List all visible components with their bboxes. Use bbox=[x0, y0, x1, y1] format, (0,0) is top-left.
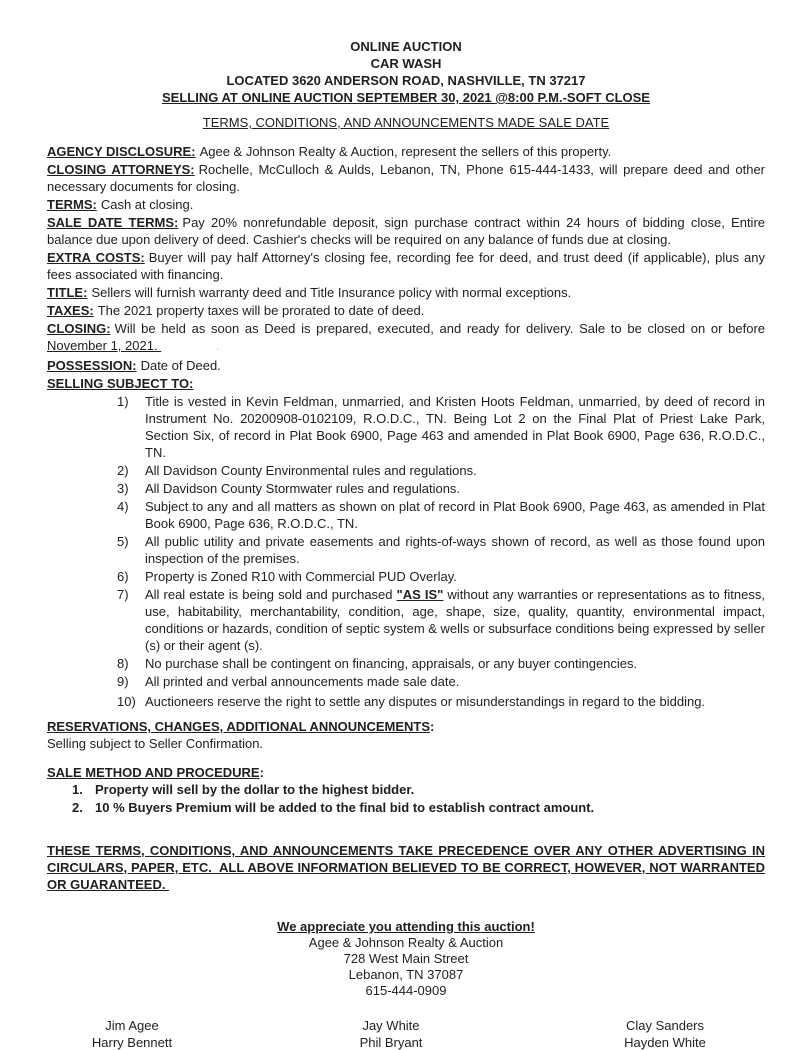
terms-label: TERMS: bbox=[47, 197, 97, 212]
closing-date-underlined: November 1, 2021. bbox=[47, 338, 162, 353]
possession-text: Date of Deed. bbox=[140, 358, 221, 373]
item-number: 10) bbox=[117, 694, 136, 709]
item-number: 6) bbox=[117, 569, 129, 584]
item-number: 8) bbox=[117, 656, 129, 671]
item-text-pre: All real estate is being sold and purchased bbox=[145, 587, 397, 602]
taxes-text: The 2021 property taxes will be prorated to date of deed. bbox=[97, 303, 425, 318]
agent-name: Phil Bryant bbox=[359, 1035, 423, 1050]
item-number: 2. bbox=[72, 800, 83, 815]
sale-method-heading bbox=[47, 764, 765, 781]
footer-company: Agee & Johnson Realty & Auction bbox=[308, 935, 504, 950]
closing-attorneys-label: CLOSING ATTORNEYS: bbox=[47, 162, 195, 177]
header-line-auction: ONLINE AUCTION bbox=[350, 39, 462, 54]
item-text: No purchase shall be contingent on financing, appraisals, or any buyer contingencies. bbox=[145, 656, 638, 671]
footer-company-block bbox=[47, 919, 765, 999]
footer-thanks: We appreciate you attending this auction! bbox=[277, 919, 535, 934]
footer-street: 728 West Main Street bbox=[343, 951, 469, 966]
possession-label: POSSESSION: bbox=[47, 358, 137, 373]
scan-artifact-dot: . bbox=[216, 341, 220, 353]
agent-column-center bbox=[291, 1017, 491, 1050]
terms-text: Cash at closing. bbox=[100, 197, 194, 212]
agent-name: Hayden White bbox=[624, 1035, 706, 1050]
section-terms bbox=[47, 196, 765, 213]
section-title bbox=[47, 284, 765, 301]
section-extra-costs bbox=[47, 249, 765, 283]
sale-date-terms-text: Pay 20% nonrefundable deposit, sign purchase contract within 24 hours of bidding close, Entire balance due upon delivery of deed. Cashier's checks will be required on any balance of funds due at closing. bbox=[47, 215, 765, 247]
footer-phone: 615-444-0909 bbox=[365, 983, 447, 998]
footer-city: Lebanon, TN 37087 bbox=[348, 967, 464, 982]
item-text: All public utility and private easements and rights-of-ways shown of record, as well as those found upon inspection of the premises. bbox=[145, 534, 765, 566]
item-number: 1. bbox=[72, 782, 83, 797]
section-possession bbox=[47, 357, 765, 374]
header-line-sale-date: SELLING AT ONLINE AUCTION SEPTEMBER 30, 2021 @8:00 P.M.-SOFT CLOSE bbox=[162, 90, 650, 105]
selling-subject-to-list bbox=[47, 393, 765, 710]
subject-item-3 bbox=[47, 480, 765, 497]
header-line-property: CAR WASH bbox=[370, 56, 442, 71]
extra-costs-text: Buyer will pay half Attorney's closing fee, recording fee for deed, and trust deed (if applicable), plus any fees associated with financing. bbox=[47, 250, 765, 282]
header-subtitle: TERMS, CONDITIONS, AND ANNOUNCEMENTS MADE SALE DATE bbox=[202, 115, 610, 130]
sale-method-list bbox=[47, 781, 765, 816]
sale-method-colon: : bbox=[259, 765, 264, 780]
subject-item-7 bbox=[47, 586, 765, 654]
subject-item-4 bbox=[47, 498, 765, 532]
item-text: All Davidson County Stormwater rules and regulations. bbox=[145, 481, 461, 496]
item-number: 3) bbox=[117, 481, 129, 496]
selling-subject-to-heading bbox=[47, 375, 765, 392]
item-text: Property will sell by the dollar to the highest bidder. bbox=[95, 782, 415, 797]
title-label: TITLE: bbox=[47, 285, 88, 300]
sale-date-terms-label: SALE DATE TERMS: bbox=[47, 215, 179, 230]
selling-subject-to-label: SELLING SUBJECT TO: bbox=[47, 376, 194, 391]
sale-method-label: SALE METHOD AND PROCEDURE bbox=[47, 765, 260, 780]
section-sale-date-terms bbox=[47, 214, 765, 248]
closing-attorneys-text: Rochelle, McCulloch & Aulds, Lebanon, TN, Phone 615-444-1433, will prepare deed and other necessary documents for closing. bbox=[47, 162, 766, 194]
precedence-disclaimer: THESE TERMS, CONDITIONS, AND ANNOUNCEMENTS TAKE PRECEDENCE OVER ANY OTHER ADVERTISING IN CIRCULARS, PAPER, ETC. ALL ABOVE INFORMATION BELIEVED TO BE CORRECT, HOWEVER, NOT WARRANTED OR GUARANTEED. bbox=[47, 843, 765, 892]
sale-method-item-2 bbox=[47, 799, 765, 816]
agent-name: Jim Agee bbox=[105, 1018, 159, 1033]
item-number: 4) bbox=[117, 499, 129, 514]
sale-method-block bbox=[47, 764, 765, 816]
reservations-text: Selling subject to Seller Confirmation. bbox=[47, 736, 264, 751]
item-number: 5) bbox=[117, 534, 129, 549]
sale-method-item-1 bbox=[47, 781, 765, 798]
item-text: Property is Zoned R10 with Commercial PUD Overlay. bbox=[145, 569, 457, 584]
subject-item-2 bbox=[47, 462, 765, 479]
taxes-label: TAXES: bbox=[47, 303, 94, 318]
item-text: All Davidson County Environmental rules and regulations. bbox=[145, 463, 477, 478]
item-text: Subject to any and all matters as shown on plat of record in Plat Book 6900, Page 463, as amended in Plat Book 6900, Page 636, R.O.D.C., TN. bbox=[145, 499, 765, 531]
as-is-emphasis: "AS IS" bbox=[396, 587, 444, 602]
section-agency-disclosure bbox=[47, 143, 765, 160]
subject-item-8 bbox=[47, 655, 765, 672]
agent-name: Jay White bbox=[362, 1018, 420, 1033]
extra-costs-label: EXTRA COSTS: bbox=[47, 250, 145, 265]
reservations-block bbox=[47, 718, 765, 752]
reservations-label: RESERVATIONS, CHANGES, ADDITIONAL ANNOUNCEMENTS bbox=[47, 719, 431, 734]
section-taxes bbox=[47, 302, 765, 319]
closing-text: Will be held as soon as Deed is prepared, executed, and ready for delivery. Sale to be closed on or before bbox=[114, 321, 765, 336]
document-header bbox=[47, 38, 765, 131]
item-text-post: without any warranties or representations as to fitness, use, habitability, merchantability, condition, age, shape, size, quality, quantity, environmental impact, conditions or hazards, condition of septic system & wells or subsurface conditions being expressed by seller (s) or their agent (s). bbox=[145, 587, 765, 653]
item-number: 7) bbox=[117, 587, 129, 602]
item-text bbox=[145, 586, 765, 654]
subject-item-6 bbox=[47, 568, 765, 585]
section-closing bbox=[47, 320, 765, 356]
agency-disclosure-text: Agee & Johnson Realty & Auction, represent the sellers of this property. bbox=[199, 144, 612, 159]
reservations-colon: : bbox=[430, 719, 435, 734]
header-line-address: LOCATED 3620 ANDERSON ROAD, NASHVILLE, TN 37217 bbox=[226, 73, 586, 88]
item-number: 2) bbox=[117, 463, 129, 478]
item-text: 10 % Buyers Premium will be added to the final bid to establish contract amount. bbox=[95, 800, 595, 815]
item-number: 1) bbox=[117, 394, 129, 409]
agent-column-left bbox=[47, 1017, 217, 1050]
subject-item-10 bbox=[47, 693, 765, 710]
agent-names-row bbox=[47, 1017, 765, 1050]
subject-item-9 bbox=[47, 673, 765, 690]
agent-name: Clay Sanders bbox=[625, 1018, 705, 1033]
agency-disclosure-label: AGENCY DISCLOSURE: bbox=[47, 144, 196, 159]
closing-label: CLOSING: bbox=[47, 321, 111, 336]
subject-item-1 bbox=[47, 393, 765, 461]
section-closing-attorneys bbox=[47, 161, 765, 195]
item-text: Auctioneers reserve the right to settle any disputes or misunderstandings in regard to the bidding. bbox=[145, 694, 706, 709]
subject-item-5 bbox=[47, 533, 765, 567]
reservations-heading bbox=[47, 718, 765, 735]
item-text: Title is vested in Kevin Feldman, unmarried, and Kristen Hoots Feldman, unmarried, by deed of record in Instrument No. 20200908-0102109, R.O.D.C., TN. Being Lot 2 on the Final Plat of Priest Lake Park, Section Six, of record in Plat Book 6900, Page 463 and amended in Plat Book 6900, Page 636, R.O.D.C., TN. bbox=[145, 394, 765, 460]
title-text: Sellers will furnish warranty deed and Title Insurance policy with normal exceptions. bbox=[91, 285, 572, 300]
item-number: 9) bbox=[117, 674, 129, 689]
agent-name: Harry Bennett bbox=[91, 1035, 173, 1050]
agent-column-right bbox=[565, 1017, 765, 1050]
item-text: All printed and verbal announcements made sale date. bbox=[145, 674, 460, 689]
